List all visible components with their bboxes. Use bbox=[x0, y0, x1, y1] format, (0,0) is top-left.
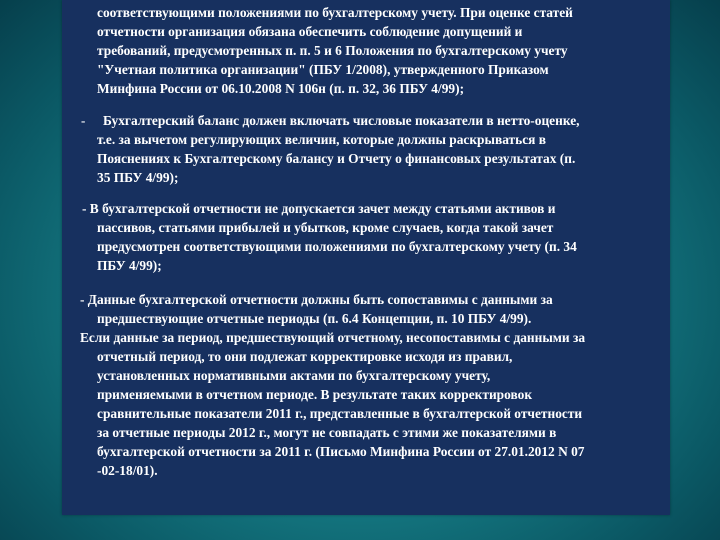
paragraph-3-line-1: - В бухгалтерской отчетности не допускается зачет между статьями активов и bbox=[82, 201, 556, 216]
paragraph-1-line-2: отчетности организация обязана обеспечить соблюдение допущений и bbox=[97, 24, 523, 39]
paragraph-3-line-4: ПБУ 4/99); bbox=[97, 258, 162, 273]
paragraph-4-line-4: отчетный период, то они подлежат корректировке исходя из правил, bbox=[97, 349, 513, 364]
paragraph-4-line-9: бухгалтерской отчетности за 2011 г. (Письмо Минфина России от 27.01.2012 N 07 bbox=[97, 444, 585, 459]
paragraph-4-line-6: применяемыми в отчетном периоде. В результате таких корректировок bbox=[97, 387, 533, 402]
paragraph-2 bbox=[97, 111, 580, 187]
paragraph-2-line-1: Бухгалтерский баланс должен включать числовые показатели в нетто-оценке, bbox=[103, 113, 580, 128]
paragraph-4-line-1: - Данные бухгалтерской отчетности должны быть сопоставимы с данными за bbox=[80, 292, 553, 307]
paragraph-4-line-10: -02-18/01). bbox=[97, 463, 158, 478]
paragraph-4 bbox=[80, 290, 585, 480]
paragraph-3 bbox=[82, 199, 577, 275]
paragraph-3-line-3: предусмотрен соответствующими положениями по бухгалтерскому учету (п. 34 bbox=[97, 239, 577, 254]
paragraph-2-marker: - bbox=[81, 113, 86, 128]
paragraph-1-line-4: "Учетная политика организации" (ПБУ 1/2008), утвержденного Приказом bbox=[97, 62, 549, 77]
paragraph-4-line-8: за отчетные периоды 2012 г., могут не совпадать с этими же показателями в bbox=[97, 425, 557, 440]
paragraph-4-line-7: сравнительные показатели 2011 г., представленные в бухгалтерской отчетности bbox=[97, 406, 583, 421]
paragraph-2-line-4: 35 ПБУ 4/99); bbox=[97, 170, 179, 185]
paragraph-4-line-5: установленных нормативными актами по бухгалтерскому учету, bbox=[97, 368, 491, 383]
paragraph-4-line-2: предшествующие отчетные периоды (п. 6.4 Концепции, п. 10 ПБУ 4/99). bbox=[97, 311, 532, 326]
paragraph-1-line-1: соответствующими положениями по бухгалтерскому учету. При оценке статей bbox=[97, 5, 573, 20]
paragraph-1-line-3: требований, предусмотренных п. п. 5 и 6 Положения по бухгалтерскому учету bbox=[97, 43, 568, 58]
paragraph-2-line-3: Пояснениях к Бухгалтерскому балансу и Отчету о финансовых результатах (п. bbox=[97, 151, 576, 166]
paragraph-1 bbox=[97, 3, 573, 98]
paragraph-3-line-2: пассивов, статьями прибылей и убытков, кроме случаев, когда такой зачет bbox=[97, 220, 554, 235]
paragraph-4-line-3: Если данные за период, предшествующий отчетному, несопоставимы с данными за bbox=[80, 330, 586, 345]
paragraph-2-line-2: т.е. за вычетом регулирующих величин, которые должны раскрываться в bbox=[97, 132, 546, 147]
paragraph-1-line-5: Минфина России от 06.10.2008 N 106н (п. п. 32, 36 ПБУ 4/99); bbox=[97, 81, 465, 96]
